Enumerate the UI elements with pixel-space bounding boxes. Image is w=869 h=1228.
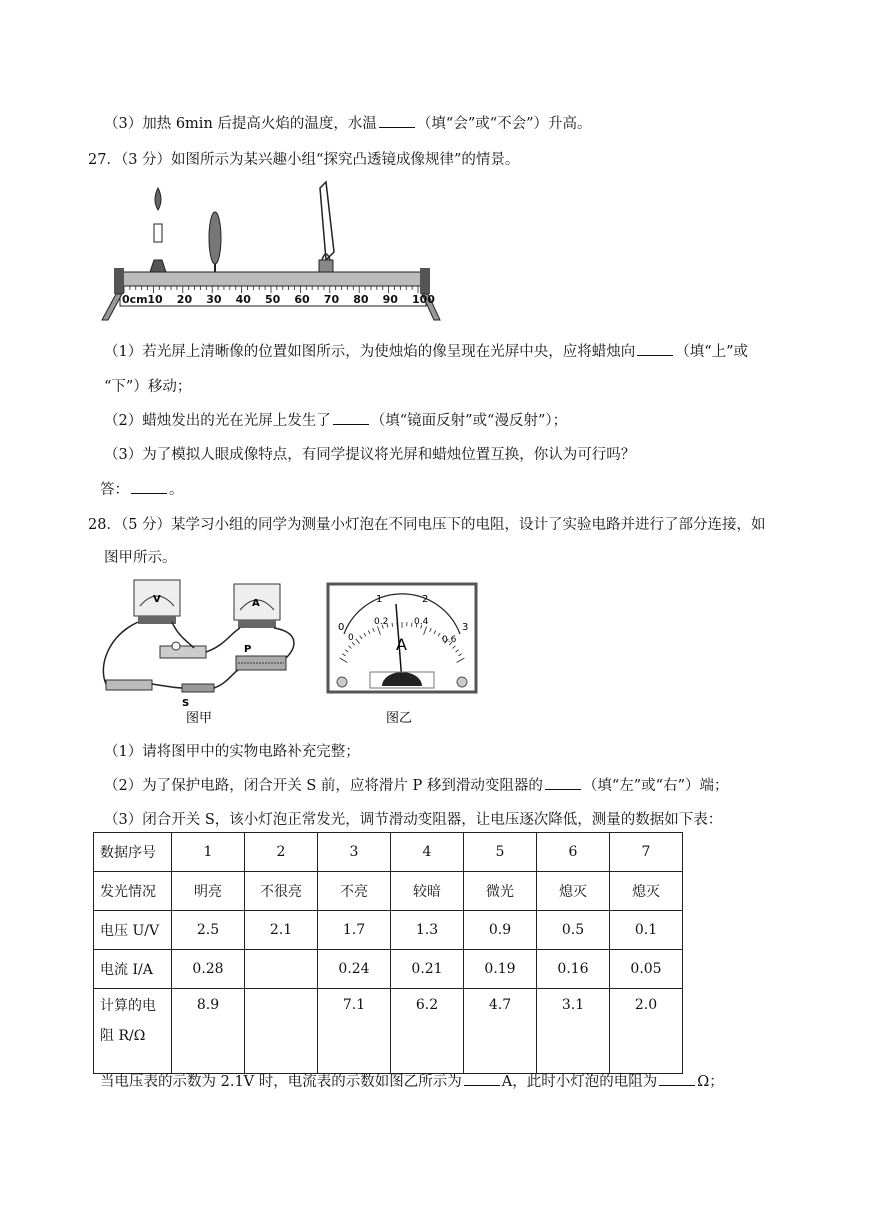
answer-blank[interactable]: [637, 354, 673, 356]
fig-a-caption: 图甲: [186, 711, 213, 726]
fig-b-caption: 图乙: [386, 711, 413, 726]
answer-label: 答：: [100, 482, 129, 498]
table-cell: 0.19: [464, 950, 537, 989]
table-cell: 1.3: [391, 911, 464, 950]
table-cell: 2: [245, 833, 318, 872]
lamp-holder: [160, 646, 206, 658]
q27-heading: 27．（3 分）如图所示为某兴趣小组“探究凸透镜成像规律”的情景。: [88, 152, 520, 168]
table-cell: 2.5: [172, 911, 245, 950]
answer-blank[interactable]: [464, 1084, 500, 1086]
q27-part2-text-b: （填“镜面反射”或“漫反射”）；: [370, 413, 568, 429]
q26-part3-text-b: （填“会”或“不会”）升高。: [416, 116, 592, 132]
ruler-label: 70: [323, 293, 340, 306]
table-cell: 微光: [464, 872, 537, 911]
dial-top-2: 2: [422, 594, 429, 605]
table-cell: 4.7: [464, 989, 537, 1074]
terminal-right: [457, 677, 467, 687]
bench-leg-left: [102, 294, 122, 320]
row-header: 发光情况: [94, 872, 172, 911]
screen-holder: [319, 260, 333, 272]
wire: [214, 670, 238, 688]
table-cell: 较暗: [391, 872, 464, 911]
ruler-label: 90: [382, 293, 398, 306]
table-cell: 0.1: [610, 911, 683, 950]
table-cell: 2.1: [245, 911, 318, 950]
table-cell: 不亮: [318, 872, 391, 911]
table-cell: 熄灭: [537, 872, 610, 911]
dial-tick: [411, 623, 412, 627]
table-cell: 6: [537, 833, 610, 872]
dial-bottom-0: 0: [348, 633, 354, 643]
q26-part3: [104, 112, 592, 133]
dial-top-0: 0: [338, 622, 345, 633]
dial-top-1: 1: [376, 594, 383, 605]
table-cell[interactable]: [245, 989, 318, 1074]
dial-tick: [392, 623, 393, 627]
ruler-label: 10: [147, 293, 163, 306]
q27-part1-text-b: （填“上”或: [675, 344, 749, 360]
row-header: [94, 989, 172, 1074]
q28-part3: （3）闭合开关 S，该小灯泡正常发光，调节滑动变阻器，让电压逐次降低，测量的数据如下表：: [104, 812, 723, 828]
answer-blank[interactable]: [545, 788, 581, 790]
table-cell: 5: [464, 833, 537, 872]
table-cell: 6.2: [391, 989, 464, 1074]
q28-heading-cont: 图甲所示。: [104, 550, 177, 566]
answer-blank[interactable]: [131, 492, 167, 494]
table-cell: 0.9: [464, 911, 537, 950]
wire: [206, 628, 240, 652]
table-cell: 0.21: [391, 950, 464, 989]
q28-part2: [104, 774, 729, 795]
final-text-b: A，此时小灯泡的电阻为: [501, 1074, 658, 1090]
table-row: [94, 950, 683, 989]
ruler-label: 30: [206, 293, 222, 306]
ruler-label: 40: [235, 293, 251, 306]
table-cell: 明亮: [172, 872, 245, 911]
q27-part2-text-a: （2）蜡烛发出的光在光屏上发生了: [104, 413, 331, 429]
final-text-a: 当电压表的示数为 2.1V 时，电流表的示数如图乙所示为: [100, 1074, 462, 1090]
candle-body: [154, 224, 162, 242]
table-cell: 不很亮: [245, 872, 318, 911]
row-header-line1: 计算的电: [100, 998, 156, 1014]
voltmeter-terminals: [138, 616, 176, 624]
ammeter-terminals: [238, 620, 276, 628]
wire: [152, 684, 182, 688]
candle-holder: [150, 260, 166, 272]
answer-blank[interactable]: [379, 126, 415, 128]
q27-part1-text-a: （1）若光屏上清晰像的位置如图所示，为使烛焰的像呈现在光屏中央，应将蜡烛向: [104, 344, 636, 360]
measurement-table: [93, 832, 683, 1074]
convex-lens: [209, 212, 221, 264]
light-screen: [320, 182, 334, 260]
ammeter-label: A: [252, 598, 260, 609]
ruler-label: 100: [412, 293, 435, 306]
answer-end: 。: [169, 482, 184, 498]
q27-part1-cont: “下”）移动；: [104, 379, 192, 395]
dial-unit-label: A: [396, 635, 407, 654]
table-cell: 1.7: [318, 911, 391, 950]
table-cell: 7: [610, 833, 683, 872]
battery: [106, 680, 152, 690]
table-row: [94, 872, 683, 911]
wire: [103, 622, 138, 684]
dial-bottom-1: 0.2: [374, 617, 389, 627]
table-cell: 熄灭: [610, 872, 683, 911]
table-cell: 0.28: [172, 950, 245, 989]
table-cell: 0.24: [318, 950, 391, 989]
ruler-label: 50: [265, 293, 281, 306]
ruler-label: 20: [176, 293, 193, 306]
q27-answer: [100, 478, 184, 499]
terminal-left: [337, 677, 347, 687]
q28-final-line: [100, 1070, 724, 1091]
circuit-figure: [98, 576, 312, 726]
table-cell: 1: [172, 833, 245, 872]
row-header: 电流 I/A: [94, 950, 172, 989]
table-cell: 3: [318, 833, 391, 872]
row-header: 电压 U/V: [94, 911, 172, 950]
final-text-c: Ω；: [697, 1074, 724, 1090]
dial-top-3: 3: [462, 622, 469, 633]
table-cell: 3.1: [537, 989, 610, 1074]
table-row: [94, 833, 683, 872]
switch: [182, 684, 214, 692]
voltmeter-label: V: [153, 594, 161, 605]
table-cell: 2.0: [610, 989, 683, 1074]
bench-end-right: [420, 268, 430, 294]
table-cell[interactable]: [245, 950, 318, 989]
bench-end-left: [114, 268, 124, 294]
table-row: [94, 911, 683, 950]
q27-part1: [104, 340, 748, 361]
q28-part2-text-a: （2）为了保护电路，闭合开关 S 前，应将滑片 P 移到滑动变阻器的: [104, 778, 543, 794]
table-cell: 0.5: [537, 911, 610, 950]
answer-blank[interactable]: [333, 423, 369, 425]
row-header: 数据序号: [94, 833, 172, 872]
candle-flame: [155, 188, 161, 210]
q28-heading: 28．（5 分）某学习小组的同学为测量小灯泡在不同电压下的电阻，设计了实验电路并进行了部分连接，如: [88, 517, 766, 533]
table-row: [94, 989, 683, 1074]
q27-part2: [104, 409, 567, 430]
table-cell: 0.16: [537, 950, 610, 989]
row-header-line2: 阻 R/Ω: [100, 1028, 146, 1044]
q28-part2-text-b: （填“左”或“右”）端；: [582, 778, 729, 794]
optical-bench-figure: [100, 180, 442, 324]
ruler-label: 0cm: [122, 293, 148, 306]
ruler-label: 80: [353, 293, 369, 306]
q28-part1: （1）请将图甲中的实物电路补充完整；: [104, 744, 360, 760]
q26-part3-text-a: （3）加热 6min 后提高火焰的温度，水温: [104, 116, 377, 132]
switch-label: S: [182, 698, 190, 709]
answer-blank[interactable]: [659, 1084, 695, 1086]
dial-bottom-3: 0.6: [442, 635, 457, 645]
wire: [274, 628, 294, 658]
bulb: [172, 642, 180, 650]
slider-label: P: [244, 644, 252, 655]
table-cell: 7.1: [318, 989, 391, 1074]
table-cell: 8.9: [172, 989, 245, 1074]
ammeter-dial-figure: [326, 582, 478, 726]
table-cell: 0.05: [610, 950, 683, 989]
dial-bottom-2: 0.4: [414, 617, 429, 627]
table-cell: 4: [391, 833, 464, 872]
q27-part3: （3）为了模拟人眼成像特点，有同学提议将光屏和蜡烛位置互换，你认为可行吗？: [104, 447, 636, 463]
ruler-label: 60: [294, 293, 310, 306]
